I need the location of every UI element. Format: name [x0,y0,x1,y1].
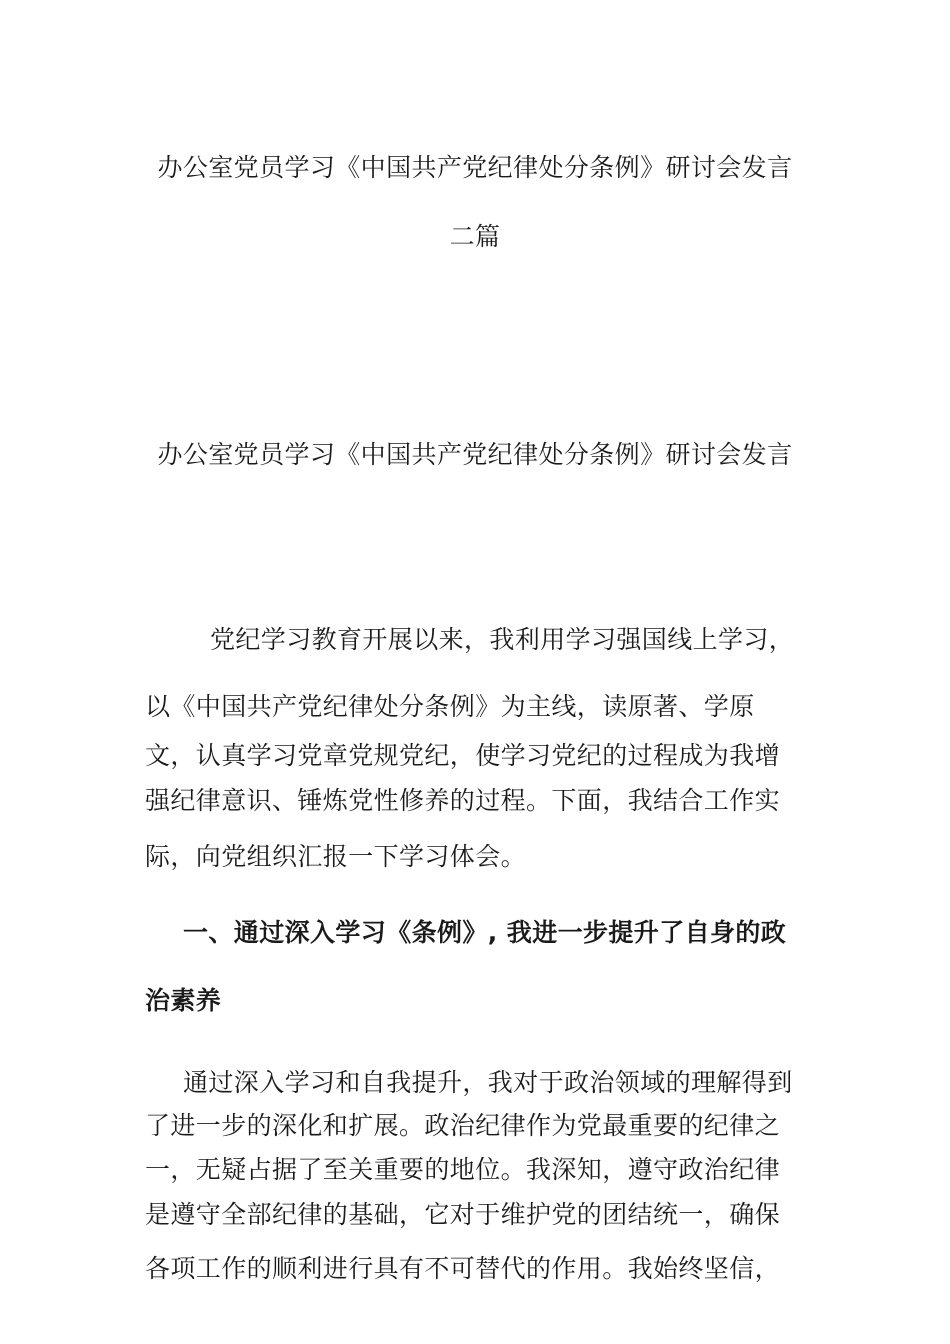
body-1-line-2: 了进一步的深化和扩展。政治纪律作为党最重要的纪律之 [145,1111,781,1140]
intro-line-3: 文，认真学习党章党规党纪，使学习党纪的过程成为我增 [145,741,781,770]
intro-line-4: 强纪律意识、锤炼党性修养的过程。下面，我结合工作实 [145,786,781,815]
intro-line-1: 党纪学习教育开展以来，我利用学习强国线上学习， [210,625,795,654]
body-1-line-4: 是遵守全部纪律的基础，它对于维护党的团结统一，确保 [145,1200,781,1229]
title-line-1: 办公室党员学习《中国共产党纪律处分条例》研讨会发言 [157,153,793,182]
heading-1-line-1: 一、通过深入学习《条例》, 我进一步提升了自身的政 [183,918,787,947]
title-line-2: 二篇 [449,222,501,251]
body-1-line-3: 一，无疑占据了至关重要的地位。我深知，遵守政治纪律 [145,1155,781,1184]
intro-line-5: 际，向党组织汇报一下学习体会。 [145,842,527,871]
body-1-line-1: 通过深入学习和自我提升，我对于政治领域的理解得到 [183,1068,793,1097]
intro-line-2: 以《中国共产党纪律处分条例》为主线，读原著、学原 [145,692,755,721]
heading-1-line-2: 治素养 [145,986,222,1015]
subtitle: 办公室党员学习《中国共产党纪律处分条例》研讨会发言 [157,440,793,469]
body-1-line-5: 各项工作的顺利进行具有不可替代的作用。我始终坚信， [145,1254,781,1283]
